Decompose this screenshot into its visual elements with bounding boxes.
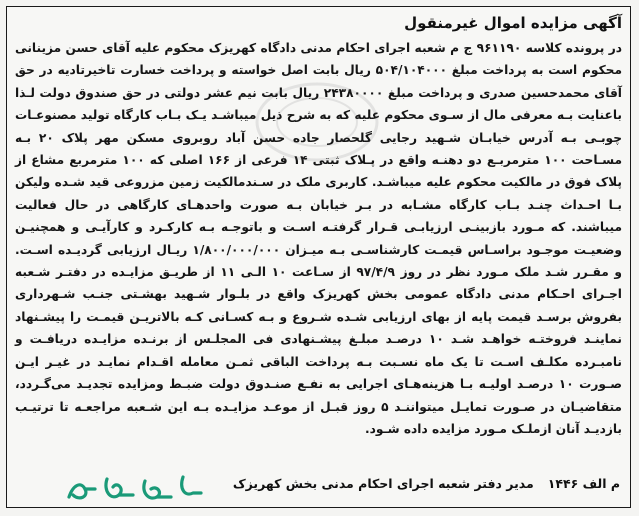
notice-title: آگهی مزایده اموال غیرمنقول (404, 14, 622, 32)
notice-body: در پرونده کلاسه ۹۶۱۱۹۰ ج م شعبه اجرای احکام مدنی دادگاه کهریزک محکوم علیه آقای حسن مزینانی محکوم است به پرداخت مبلغ ۵۰۴/۱۰۴۰۰۰ ریال بابت اصل خواسته و پرداخت خسارت تاخیرتادیه در حق آقای محمدحسین صدری و پرداخت مبلغ ۲۴۳۸۰۰۰۰ ریال بابت نیم عشر دولتی در حق صندوق دولت لـذا باعنایت بـه معرفی مال از سـوی محکوم علیه که به شرح ذیل میباشـد یـک بـاب کارگاه تولید مصنوعـات چوبـی بـه آدرس خیابـان شـهید رجایی گلحصار جاده حسن آباد روبروی مسکن مهر پلاک ۲۰ بـه مسـاحت ۱۰۰ مترمربـع دو دهنـه واقع در پـلاک ثبتی ۱۴ فرعی از ۱۶۶ اصلی که ۱۰۰ مترمربع مشاع از پلاک فوق در مالکیت محکوم علیه میباشـد. کاربری ملک در سـندمالکیت زمین مزروعی قید شـده ولیکن بـا احـداث چنـد بـاب کارگاه مشـابه در بـر خیابان بـه صورت واحدهـای کارگاهی در حال فعالیت میباشند. که مـورد بازبینـی ارزیابـی قـرار گرفتـه اسـت و باتوجـه بـه کارکـرد و کارآیـی و همچنیـن وضعیـت موجـود براسـاس قیمـت کارشناسـی بـه میـزان ۱/۸۰۰/۰۰۰/۰۰۰ ریـال ارزیابی گردیـده اسـت. و مقـرر شـد ملک مـورد نظر در روز ۹۷/۴/۹ از سـاعت ۱۰ الـی ۱۱ از طریـق مزایـده در دفتـر شـعبه اجـرای احـکام مدنی دادگاه عمومی بخش کهریزک واقع در بلـوار شـهید بهشـتی جنـب شـهرداری بفروش برسـد قیمت پایه از بهای ارزیابی شـده شـروع و بـه کسـانی کـه بالاتریـن قیمـت را پیشـنهاد نماینـد فروختـه خواهـد شـد ۱۰ درصـد مبلـغ پیشـنهادی فی المجلـس از برنـده مزایـده دریافـت و نامبـرده مکلـف اسـت تا یک ماه نسـبت بـه پرداخت الباقی ثمـن معامله اقـدام نمایـد در غیـر ایـن صـورت ۱۰ درصـد اولیـه بـا هزینه‌هـای اجرایی به نفـع صنـدوق دولت ضبـط ومزایده تجدیـد می‌گـردد، متقاضیـان در صـورت تمایـل میتواننـد ۵ روز قبـل از موعـد مزایـده بـه این شـعبه مراجعـه تا ترتیـب بازدیـد آنان ازملـک مـورد مزایده داده شـود. (15, 41, 623, 436)
footer-code: م الف ۱۴۴۶ (547, 476, 620, 491)
watermark-emblem (247, 77, 387, 167)
handwritten-signature (59, 467, 209, 507)
notice-footer (233, 476, 620, 491)
auction-notice (6, 6, 631, 508)
footer-signer: مدیر دفتر شعبه اجرای احکام مدنی بخش کهریزک (232, 476, 534, 491)
